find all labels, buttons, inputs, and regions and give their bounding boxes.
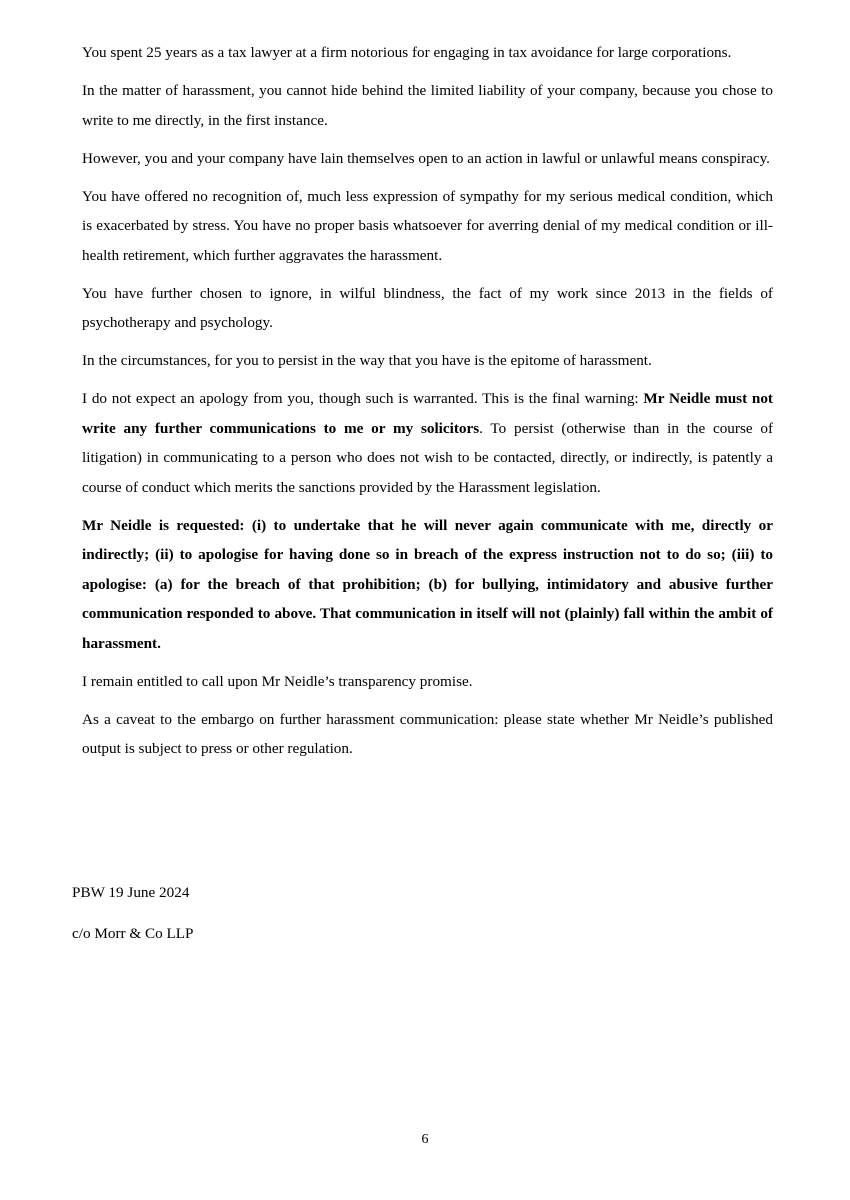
letter-body (82, 38, 773, 772)
warning-rest: . To persist (otherwise than in the course of litigation) in communicating to a person who does not wish to be contacted, directly, or indirectly, is patently a course of conduct which merits the sanctions provided by the Harassment legislation. (82, 419, 774, 496)
paragraph-transparency: I remain entitled to call upon Mr Neidle’s transparency promise. (82, 672, 473, 690)
paragraph-final-warning (82, 384, 773, 502)
warning-intro: I do not expect an apology from you, though such is warranted. This is the final warning: (82, 390, 644, 407)
paragraph-request: Mr Neidle is requested: (i) to undertake that he will never again communicate with me, directly or indirectly; (ii) to apologise for having done so in breach of the express instruction not to do so; (iii) to apologise: (a) for the breach of that prohibition; (b) for bullying, intimidatory and abusive further communication responded to above. That communication in itself will not (plainly) fall within the ambit of harassment. (82, 516, 773, 652)
paragraph-conspiracy: However, you and your company have lain themselves open to an action in lawful or unlawful means conspiracy. (82, 149, 770, 167)
address-line: c/o Morr & Co LLP (72, 925, 194, 942)
signature-line: PBW 19 June 2024 (72, 884, 190, 901)
warning-bold: Mr Neidle must not write any further communications to me or my solicitors (82, 390, 773, 437)
paragraph-caveat: As a caveat to the embargo on further harassment communication: please state whether Mr Neidle’s published output is subject to press or other regulation. (82, 710, 773, 757)
page-number: 6 (421, 1132, 429, 1147)
paragraph-wilful-blindness: You have further chosen to ignore, in wilful blindness, the fact of my work since 2013 in the fields of psychotherapy and psychology. (82, 284, 773, 331)
paragraph-tax-lawyer: You spent 25 years as a tax lawyer at a firm notorious for engaging in tax avoidance for large corporations. (82, 44, 732, 61)
paragraph-epitome-harassment: In the circumstances, for you to persist in the way that you have is the epitome of harassment. (82, 352, 652, 369)
paragraph-medical-condition: You have offered no recognition of, much less expression of sympathy for my serious medical condition, which is exacerbated by stress. You have no proper basis whatsoever for averring denial of my medical condition or ill-health retirement, which further aggravates the harassment. (82, 187, 773, 264)
paragraph-limited-liability: In the matter of harassment, you cannot hide behind the limited liability of your company, because you chose to write to me directly, in the first instance. (82, 82, 773, 129)
